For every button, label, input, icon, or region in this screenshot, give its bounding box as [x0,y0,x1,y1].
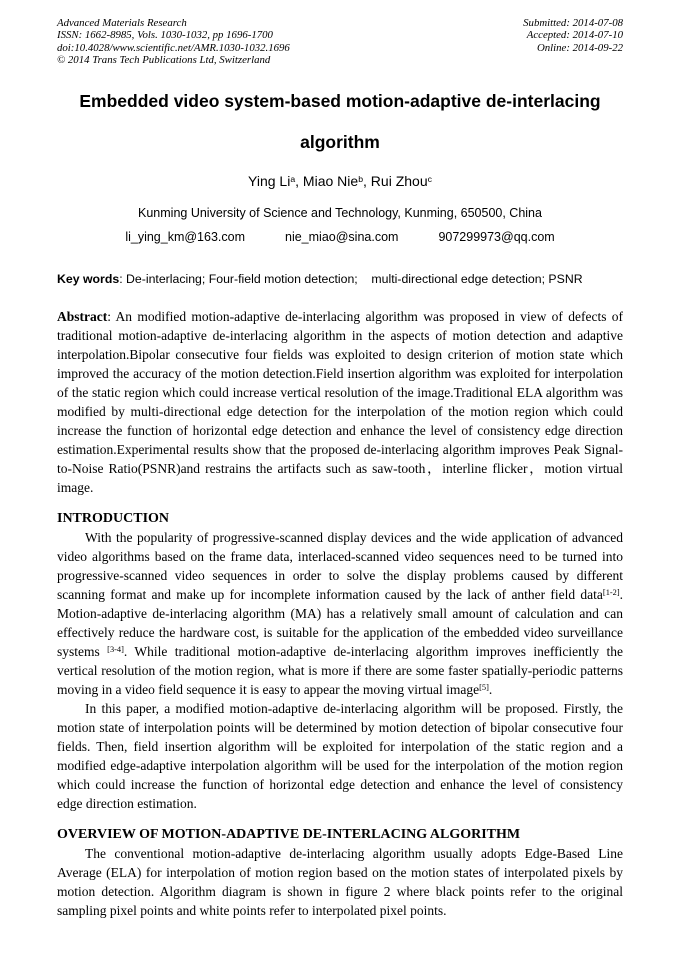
email-address-3: 907299973@qq.com [438,230,555,245]
overview-paragraph-1: The conventional motion-adaptive de-interlacing algorithm usually adopts Edge-Based Line Average (ELA) for interpolation of motion region based on the motion states of interpolated pixels by motion detection. Algorithm diagram is shown in figure 2 where black points refer to the original sampling pixel points and white points refer to interpolated pixel points. [57,846,623,919]
email-address-1: li_ying_km@163.com [125,230,245,245]
emails-line [57,230,623,244]
abstract-paragraph: Abstract: An modified motion-adaptive de-interlacing algorithm was proposed in view of defects of traditional motion-adaptive de-interlacing algorithm in the aspects of motion detection and adaptive interpolation.Bipolar consecutive four fields was exploited to design criterion of motion state which improved the accuracy of the motion detection.Field insertion algorithm was exploited for interpolation of the static region which could increase vertical resolution of the image.Traditional ELA algorithm was modified by multi-directional edge detection for the interpolation of the motion region which could increase the function of horizontal edge detection and enhance the level of consistency edge direction estimation.Experimental results show that the proposed de-interlacing algorithm improves Peak Signal-to-Noise Ratio(PSNR)and restrains the artifacts such as saw-tooth，interline flicker，motion virtual image. [57,309,623,496]
section-heading-overview: OVERVIEW OF MOTION-ADAPTIVE DE-INTERLACING ALGORITHM [57,827,521,843]
paper-title [57,91,623,152]
affiliation-line: Kunming University of Science and Technology, Kunming, 650500, China [138,206,542,221]
accepted-date: Accepted: 2014-07-10 [526,29,623,42]
section-heading-introduction: INTRODUCTION [57,511,170,527]
paper-title-line-1: Embedded video system-based motion-adaptive de-interlacing [79,91,601,112]
submitted-date: Submitted: 2014-07-08 [523,17,623,29]
dates-block [523,17,623,66]
journal-title: Advanced Materials Research [57,17,187,29]
copyright-line: © 2014 Trans Tech Publications Ltd, Switzerland [57,53,271,66]
introduction-paragraph-2: In this paper, a modified motion-adaptive de-interlacing algorithm will be proposed. Firstly, the motion state of interpolation points will be determined by motion detection of bipolar consecutive four fields. Then, field insertion algorithm will be exploited for interpolation of the static region and a modified edge-adaptive interpolation algorithm will be used for the interpolation of the motion region which could increase the function of horizontal edge detection and enhance the level of consistency edge direction estimation. [57,701,623,812]
journal-info-block [57,17,290,66]
authors-line: Ying Li$^a$, Miao Nie$^b$, Rui Zhou$^c$ [248,173,432,190]
keywords-line: Key words: De-interlacing; Four-field motion detection; multi-directional edge detection; PSNR [57,272,583,287]
issn-volume-line: ISSN: 1662-8985, Vols. 1030-1032, pp 1696-1700 [57,29,273,42]
online-date: Online: 2014-09-22 [536,41,623,54]
email-address-2: nie_miao@sina.com [285,230,399,245]
introduction-paragraph-1: With the popularity of progressive-scanned display devices and the wide application of advanced video algorithms based on the frame data, interlaced-scanned video sequences need to be turned into progressive-scanned video sequences in order to solve the display problems caused by different scanning format and make up for incomplete information caused by the lack of anther field data[1-2]. Motion-adaptive de-interlacing algorithm (MA) has a relatively small amount of calculation and can effectively reduce the hardware cost, is suitable for the application of the embedded video surveillance systems [3-4]. While traditional motion-adaptive de-interlacing algorithm improves inefficiently the vertical resolution of the motion region, what is more if there are some faster spatially-periodic patterns moving in a video field sequence it is easy to appear the moving virtual image[5]. [57,530,623,698]
page-header [57,17,623,66]
doi-line: doi:10.4028/www.scientific.net/AMR.1030-1032.1696 [57,41,290,54]
paper-title-line-2: algorithm [300,132,380,153]
